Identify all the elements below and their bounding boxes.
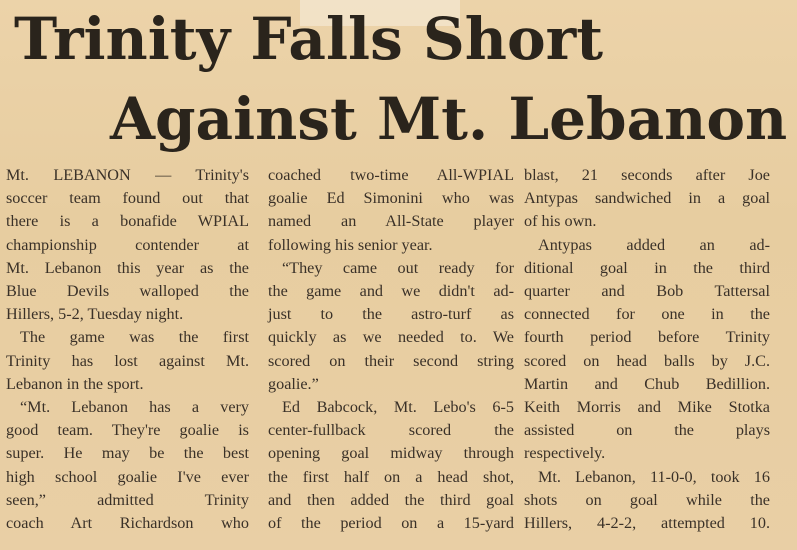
- article-line: of his own.: [524, 212, 597, 231]
- article-line: the game and we didn't ad-: [268, 282, 514, 301]
- headline-line-2: Against Mt. Lebanon: [110, 85, 788, 153]
- article-line: Mt. Lebanon, 11-0-0, took 16: [538, 467, 770, 486]
- article-line: just to the astro-turf as: [268, 305, 514, 324]
- article-line: Blue Devils walloped the: [6, 282, 249, 301]
- article-line: center-fullback scored the: [268, 421, 514, 440]
- article-line: assisted on the plays: [524, 421, 770, 440]
- article-column-3: [524, 164, 770, 535]
- article-line: Keith Morris and Mike Stotka: [524, 398, 770, 417]
- article-line: soccer team found out that: [6, 189, 249, 208]
- article-line: “They came out ready for: [282, 258, 514, 277]
- article-line: connected for one in the: [524, 305, 770, 324]
- article-line: Hillers, 4-2-2, attempted 10.: [524, 514, 770, 533]
- article-line: ditional goal in the third: [524, 258, 770, 277]
- article-line: good team. They're goalie is: [6, 421, 249, 440]
- article-line: Antypas added an ad-: [538, 235, 770, 254]
- article-line: following his senior year.: [268, 235, 433, 254]
- article-line: named an All-State player: [268, 212, 514, 231]
- article-line: of the period on a 15-yard: [268, 514, 514, 533]
- article-line: Hillers, 5-2, Tuesday night.: [6, 305, 184, 324]
- article-column-1: [6, 164, 249, 535]
- article-line: quickly as we needed to. We: [268, 328, 514, 347]
- article-line: shots on goal while the: [524, 490, 770, 509]
- article-line: “Mt. Lebanon has a very: [20, 398, 249, 417]
- article-line: Mt. LEBANON — Trinity's: [6, 166, 249, 184]
- article-line: there is a bonafide WPIAL: [6, 212, 249, 231]
- article-line: opening goal midway through: [268, 444, 514, 463]
- article-line: Trinity has lost against Mt.: [6, 351, 249, 370]
- article-line: coached two-time All-WPIAL: [268, 166, 514, 184]
- article-line: the first half on a head shot,: [268, 467, 514, 486]
- article-line: Mt. Lebanon this year as the: [6, 258, 249, 277]
- article-line: respectively.: [524, 444, 606, 463]
- article-line: super. He may be the best: [6, 444, 249, 463]
- article-line: coach Art Richardson who: [6, 514, 249, 533]
- article-line: Antypas sandwiched in a goal: [524, 189, 770, 208]
- article-line: high school goalie I've ever: [6, 467, 249, 486]
- article-line: quarter and Bob Tattersal: [524, 282, 770, 301]
- article-line: The game was the first: [20, 328, 249, 347]
- article-line: goalie.”: [268, 374, 319, 393]
- article-line: and then added the third goal: [268, 490, 514, 509]
- article-line: seen,” admitted Trinity: [6, 490, 249, 509]
- article-line: fourth period before Trinity: [524, 328, 770, 347]
- article-line: Martin and Chub Bedillion.: [524, 374, 770, 393]
- article-line: blast, 21 seconds after Joe: [524, 166, 770, 184]
- article-line: championship contender at: [6, 235, 249, 254]
- article-line: goalie Ed Simonini who was: [268, 189, 514, 208]
- article-line: scored on head balls by J.C.: [524, 351, 770, 370]
- article-column-2: [268, 164, 514, 535]
- article-line: Ed Babcock, Mt. Lebo's 6-5: [282, 398, 514, 417]
- article-line: Lebanon in the sport.: [6, 374, 144, 393]
- article-line: scored on their second string: [268, 351, 514, 370]
- headline-line-1: Trinity Falls Short: [14, 5, 604, 73]
